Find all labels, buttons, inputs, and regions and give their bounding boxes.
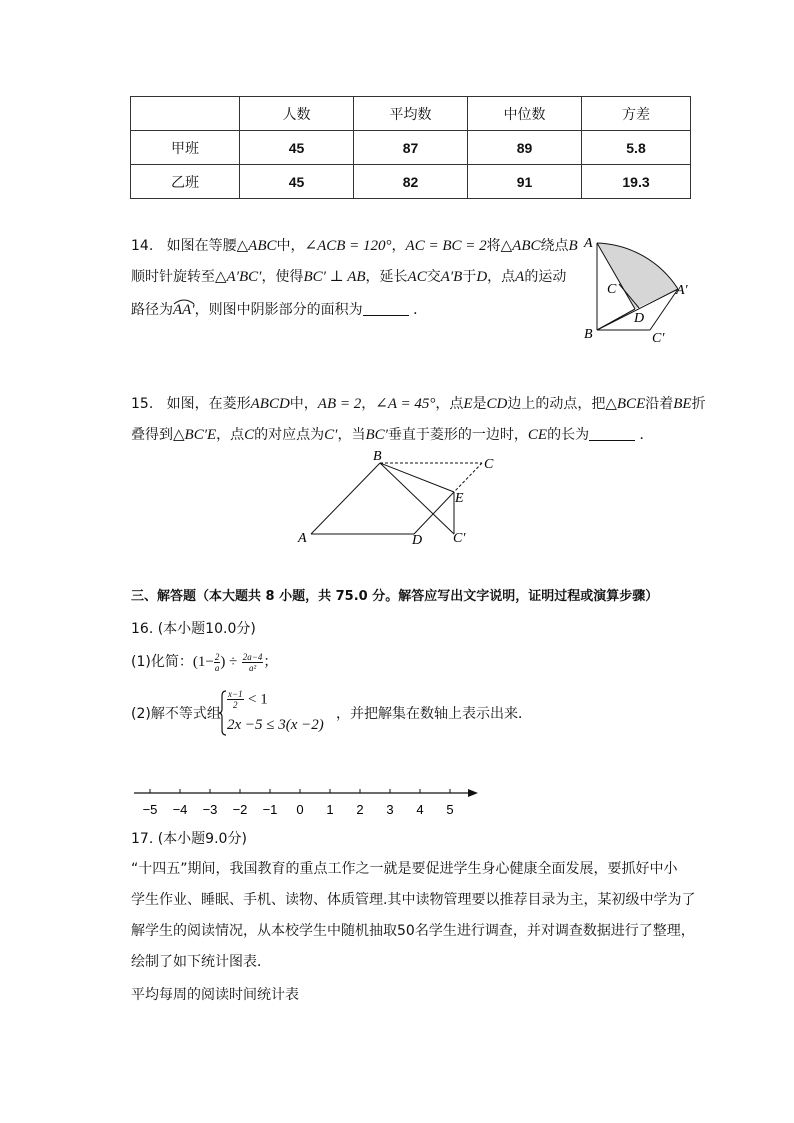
fraction	[227, 689, 244, 710]
q14-text: ，	[391, 238, 406, 254]
q14-arc-label: AA′	[173, 302, 195, 318]
q14-math: D	[476, 269, 488, 285]
q15-math: CD	[486, 396, 508, 412]
q15-math: AB = 2	[317, 396, 362, 412]
arc-mark-icon	[173, 298, 195, 305]
point-label-C: C	[484, 457, 494, 472]
table-header-row	[131, 97, 691, 131]
number-line	[130, 783, 490, 819]
q16-text: (2)解不等式组	[131, 706, 221, 722]
table-header-cell: 人数	[240, 97, 354, 131]
q14-text: ，点	[487, 269, 516, 285]
table-header-cell: 平均数	[354, 97, 468, 131]
q14-line-2	[131, 267, 566, 287]
q14-math: ∠ACB = 120°	[304, 238, 392, 254]
q16-part-1	[131, 650, 277, 674]
q14-math: AC = BC = 2	[405, 238, 487, 254]
q14-text: ，使得	[261, 269, 304, 285]
q17-paragraph-line: “十四五”期间，我国教育的重点工作之一就是要促进学生身心健康全面发展，要抓好中小	[131, 861, 678, 877]
q14-math: A	[515, 269, 525, 285]
table-cell: 5.8	[582, 131, 691, 165]
point-label-B: B	[373, 449, 382, 464]
q14-text: 顺时针旋转至	[131, 269, 215, 285]
q15-text: 是	[472, 396, 487, 412]
q15-text: ，点	[435, 396, 464, 412]
segment-BC-prime	[380, 463, 454, 534]
q15-math: △BCE	[605, 396, 646, 412]
tick-label: −3	[202, 802, 218, 817]
q16-text: ，并把解集在数轴上表示出来．	[336, 706, 532, 722]
q14-text: 如图在等腰	[166, 238, 237, 254]
table-cell: 87	[354, 131, 468, 165]
q14-text: 于	[462, 269, 477, 285]
q15-math: BC′	[365, 427, 388, 443]
table-cell: 45	[240, 131, 354, 165]
table-cell: 乙班	[131, 165, 240, 199]
q15-line-1	[131, 394, 706, 414]
q15-text: ．	[639, 427, 654, 443]
q15-math: E	[463, 396, 473, 412]
tick-label: 3	[386, 802, 394, 817]
q14-math: AC	[407, 269, 427, 285]
fraction-numerator: x−1	[228, 689, 243, 699]
table-row	[131, 131, 691, 165]
q14-math: B	[568, 238, 578, 254]
q15-text: 中，	[289, 396, 318, 412]
q15-math: BE	[673, 396, 692, 412]
q17-table-caption: 平均每周的阅读时间统计表	[131, 987, 299, 1003]
q14-text: 的运动	[524, 269, 567, 285]
table-cell: 19.3	[582, 165, 691, 199]
inequality-2: 2x −5 ≤ 3(x −2)	[227, 717, 324, 733]
point-label-D: D	[634, 311, 645, 326]
q15-text: ，当	[337, 427, 366, 443]
q15-math: ABCD	[250, 396, 290, 412]
table-cell: 45	[240, 165, 354, 199]
tick-label: −2	[232, 802, 248, 817]
q16-text: (1)化简：	[131, 654, 193, 670]
answer-blank[interactable]	[589, 426, 635, 441]
fraction-denominator: a	[214, 662, 220, 673]
table-header-cell: 中位数	[468, 97, 582, 131]
table-cell: 82	[354, 165, 468, 199]
q15-number: 15.	[131, 396, 154, 412]
stats-table	[130, 96, 691, 199]
q15-text: 垂直于菱形的一边时，	[387, 427, 528, 443]
q15-text: 的对应点为	[254, 427, 325, 443]
point-label-A-prime: A′	[676, 283, 688, 298]
q14-text: 路径为	[131, 302, 173, 318]
q15-math: C′	[324, 427, 338, 443]
q15-text: 边上的动点，把	[507, 396, 606, 412]
table-row	[131, 165, 691, 199]
fraction-denominator: 2	[233, 700, 238, 710]
q14-text: ，延长	[365, 269, 408, 285]
tick-label: −1	[262, 802, 278, 817]
q15-line-2	[131, 425, 654, 445]
q16-math: < 1	[248, 691, 268, 708]
q14-line-1	[131, 236, 578, 256]
answer-blank[interactable]	[363, 301, 409, 316]
q15-text: 的长为	[547, 427, 590, 443]
tick-label: 4	[416, 802, 424, 817]
fraction-numerator: 2a−4	[242, 651, 263, 662]
point-label-D: D	[412, 533, 423, 548]
table-header-cell	[131, 97, 240, 131]
point-label-B: B	[584, 327, 593, 342]
q17-paragraph-line: 绘制了如下统计图表．	[131, 954, 271, 970]
table-header-cell: 方差	[582, 97, 691, 131]
segment-CE-dashed	[454, 463, 482, 492]
q14-math: △A′BC′	[215, 269, 262, 285]
table-cell: 91	[468, 165, 582, 199]
point-label-A: A	[298, 531, 307, 546]
section-3-heading: 三、解答题（本大题共 8 小题，共 75.0 分。解答应写出文字说明，证明过程或演算步骤）	[131, 589, 659, 604]
q16-math: ) ÷	[220, 654, 238, 670]
point-label-C-prime: C′	[453, 531, 466, 546]
point-label-C-prime: C′	[652, 331, 665, 346]
q15-math: CE	[527, 427, 548, 443]
q16-title: 16. (本小题10.0分)	[131, 621, 256, 637]
segment-BC	[597, 309, 635, 330]
point-label-E: E	[455, 491, 464, 506]
q14-number: 14.	[131, 238, 154, 254]
inequality-1	[227, 689, 268, 710]
q17-title: 17. (本小题9.0分)	[131, 831, 247, 847]
q15-text: ，点	[216, 427, 245, 443]
tick-label: 1	[326, 802, 334, 817]
q14-text: ．	[413, 302, 428, 318]
q17-paragraph-line: 解学生的阅读情况，从本校学生中随机抽取50名学生进行调查，并对调查数据进行了整理，	[131, 923, 695, 939]
fraction-numerator: 2	[214, 651, 220, 662]
q14-text: 绕点	[540, 238, 569, 254]
q15-math: △BC′E	[173, 427, 217, 443]
q14-text: ，则图中阴影部分的面积为	[194, 302, 363, 318]
q14-text: 交	[426, 269, 441, 285]
segment-BE	[380, 463, 454, 492]
table-cell: 89	[468, 131, 582, 165]
arrow-right-icon	[468, 789, 478, 797]
q14-arc	[173, 302, 195, 318]
q15-text: 沿着	[645, 396, 674, 412]
segment-AB	[311, 463, 380, 534]
q14-figure	[578, 232, 698, 348]
q15-text: 折	[691, 396, 706, 412]
tick-label: −4	[172, 802, 188, 817]
q14-text: 将	[486, 238, 501, 254]
q14-line-3	[131, 300, 427, 320]
tick-label: 0	[296, 802, 304, 817]
q16-math: (1−	[192, 654, 214, 670]
tick-label: 2	[356, 802, 364, 817]
q15-text: 如图，在菱形	[166, 396, 251, 412]
point-label-C: C	[607, 282, 617, 297]
q14-math: A′B	[440, 269, 463, 285]
q15-text: ，	[361, 396, 376, 412]
fraction	[242, 652, 264, 673]
q17-paragraph-line: 学生作业、睡眠、手机、读物、体质管理.其中读物管理要以推荐目录为主，某初级中学为了	[131, 892, 696, 908]
q14-math: △ABC	[236, 238, 277, 254]
tick-label: 5	[446, 802, 454, 817]
q14-math: BC′ ⊥ AB	[303, 269, 366, 285]
q15-figure	[294, 446, 504, 550]
fraction-denominator: a²	[248, 662, 257, 673]
q14-math: △ABC	[500, 238, 541, 254]
q16-text: ；	[263, 654, 278, 670]
q15-text: 叠得到	[131, 427, 173, 443]
table-cell: 甲班	[131, 131, 240, 165]
q15-math: ∠A = 45°	[375, 396, 436, 412]
point-label-A: A	[584, 236, 593, 251]
q14-text: 中，	[276, 238, 305, 254]
q15-math: C	[244, 427, 255, 443]
tick-label: −5	[142, 802, 158, 817]
